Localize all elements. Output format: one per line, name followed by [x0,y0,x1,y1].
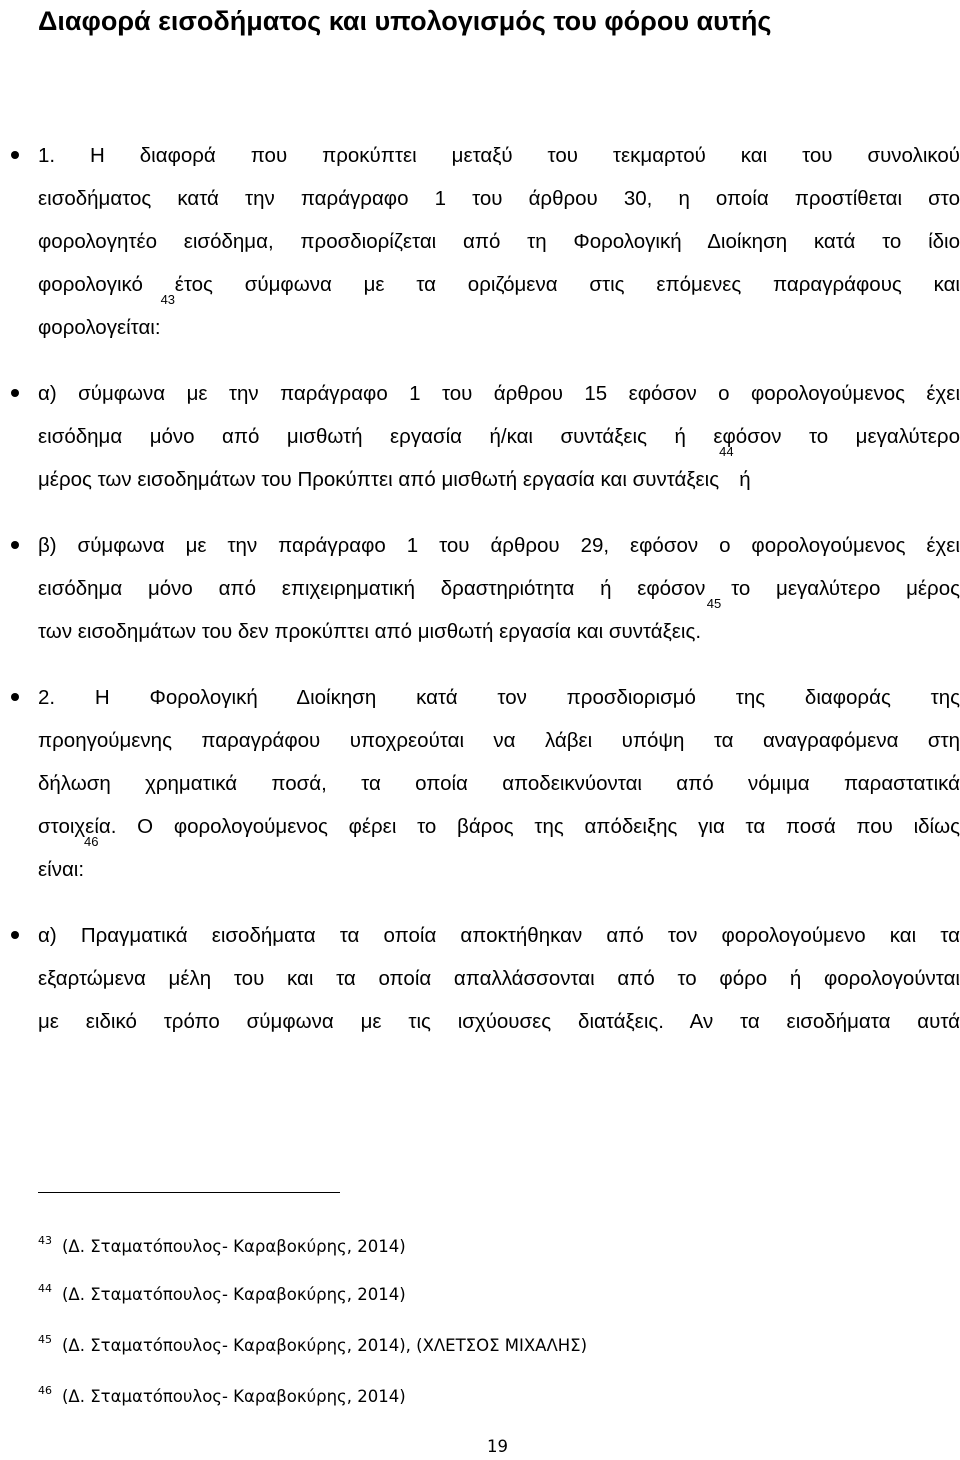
text-line: εισόδημα μόνο από επιχειρηματική δραστηριότητα ή εφόσον το μεγαλύτερο μέρος [38,577,960,600]
footnote-number: 43 [38,1234,52,1247]
page-heading: Διαφορά εισοδήματος και υπολογισμός του φόρου αυτής [38,6,772,36]
text-line: δήλωση χρηματικά ποσά, τα οποία αποδεικνύονται από νόμιμα παραστατικά [38,772,960,795]
footnote-number: 45 [38,1333,52,1346]
text-run: των εισοδημάτων του δεν προκύπτει από μισθωτή εργασία και συντάξεις. [38,620,702,643]
page-number: 19 [487,1437,508,1456]
text-run: μέρος των εισοδημάτων του Προκύπτει από μισθωτή εργασία και συντάξεις [38,468,720,491]
paragraph-alpha-2 [38,914,960,1043]
paragraph-2 [38,676,960,891]
text-line [38,596,960,653]
text-line: φορολογητέο εισόδημα, προσδιορίζεται από τη Φορολογική Διοίκηση κατά το ίδιο [38,230,960,253]
footnote-44 [38,1284,406,1306]
footnote-ref-45: 45 [706,596,722,611]
footnote-number: 46 [38,1384,52,1397]
footnote-46 [38,1386,406,1408]
text-line: α) Πραγματικά εισοδήματα τα οποία αποκτήθηκαν από τον φορολογούμενο και τα [38,924,960,947]
text-line: φορολογικό έτος σύμφωνα με τα οριζόμενα στις επόμενες παραγράφους και [38,273,960,296]
footnote-text: (Δ. Σταματόπουλος- Καραβοκύρης, 2014) [62,1387,406,1406]
paragraph-beta [38,524,960,653]
footnote-43 [38,1236,406,1258]
paragraph-1 [38,134,960,349]
text-line [38,292,960,349]
footnote-45 [38,1335,587,1357]
footnote-text: (Δ. Σταματόπουλος- Καραβοκύρης, 2014) [62,1237,406,1256]
text-line: με ειδικό τρόπο σύμφωνα με τις ισχύουσες διατάξεις. Αν τα εισοδήματα αυτά [38,1010,960,1033]
bullet-icon [11,151,19,159]
footnote-separator [38,1192,340,1193]
footnote-ref-46: 46 [84,834,99,849]
text-run: είναι: [38,858,85,881]
text-line: 1. Η διαφορά που προκύπτει μεταξύ του τεκμαρτού και του συνολικού [38,144,960,167]
text-line: εισόδημα μόνο από μισθωτή εργασία ή/και συντάξεις ή εφόσον το μεγαλύτερο [38,425,960,448]
footnote-text: (Δ. Σταματόπουλος- Καραβοκύρης, 2014) [62,1285,406,1304]
bullet-icon [11,693,19,701]
text-line: α) σύμφωνα με την παράγραφο 1 του άρθρου 15 εφόσον ο φορολογούμενος έχει [38,382,960,405]
text-line: β) σύμφωνα με την παράγραφο 1 του άρθρου 29, εφόσον ο φορολογούμενος έχει [38,534,960,557]
bullet-icon [11,389,19,397]
bullet-icon [11,931,19,939]
text-line: στοιχεία. Ο φορολογούμενος φέρει το βάρος της απόδειξης για τα ποσά που ιδίως [38,815,960,838]
text-line: εξαρτώμενα μέλη του και τα οποία απαλλάσσονται από το φόρο ή φορολογούνται [38,967,960,990]
bullet-icon [11,541,19,549]
text-line [38,444,960,501]
text-line: προηγούμενης παραγράφου υποχρεούται να λάβει υπόψη τα αναγραφόμενα στη [38,729,960,752]
text-run: ή [733,468,751,491]
text-line: εισοδήματος κατά την παράγραφο 1 του άρθρου 30, η οποία προστίθεται στο [38,187,960,210]
text-run: φορολογείται: [38,316,161,339]
text-line: 2. Η Φορολογική Διοίκηση κατά τον προσδιορισμό της διαφοράς της [38,686,960,709]
text-line [38,834,960,891]
footnote-ref-44: 44 [719,444,734,459]
footnote-text: (Δ. Σταματόπουλος- Καραβοκύρης, 2014), (ΧΛΕΤΣΟΣ ΜΙΧΑΛΗΣ) [62,1336,588,1355]
paragraph-alpha [38,372,960,501]
footnote-ref-43: 43 [160,292,176,307]
footnote-number: 44 [38,1282,52,1295]
